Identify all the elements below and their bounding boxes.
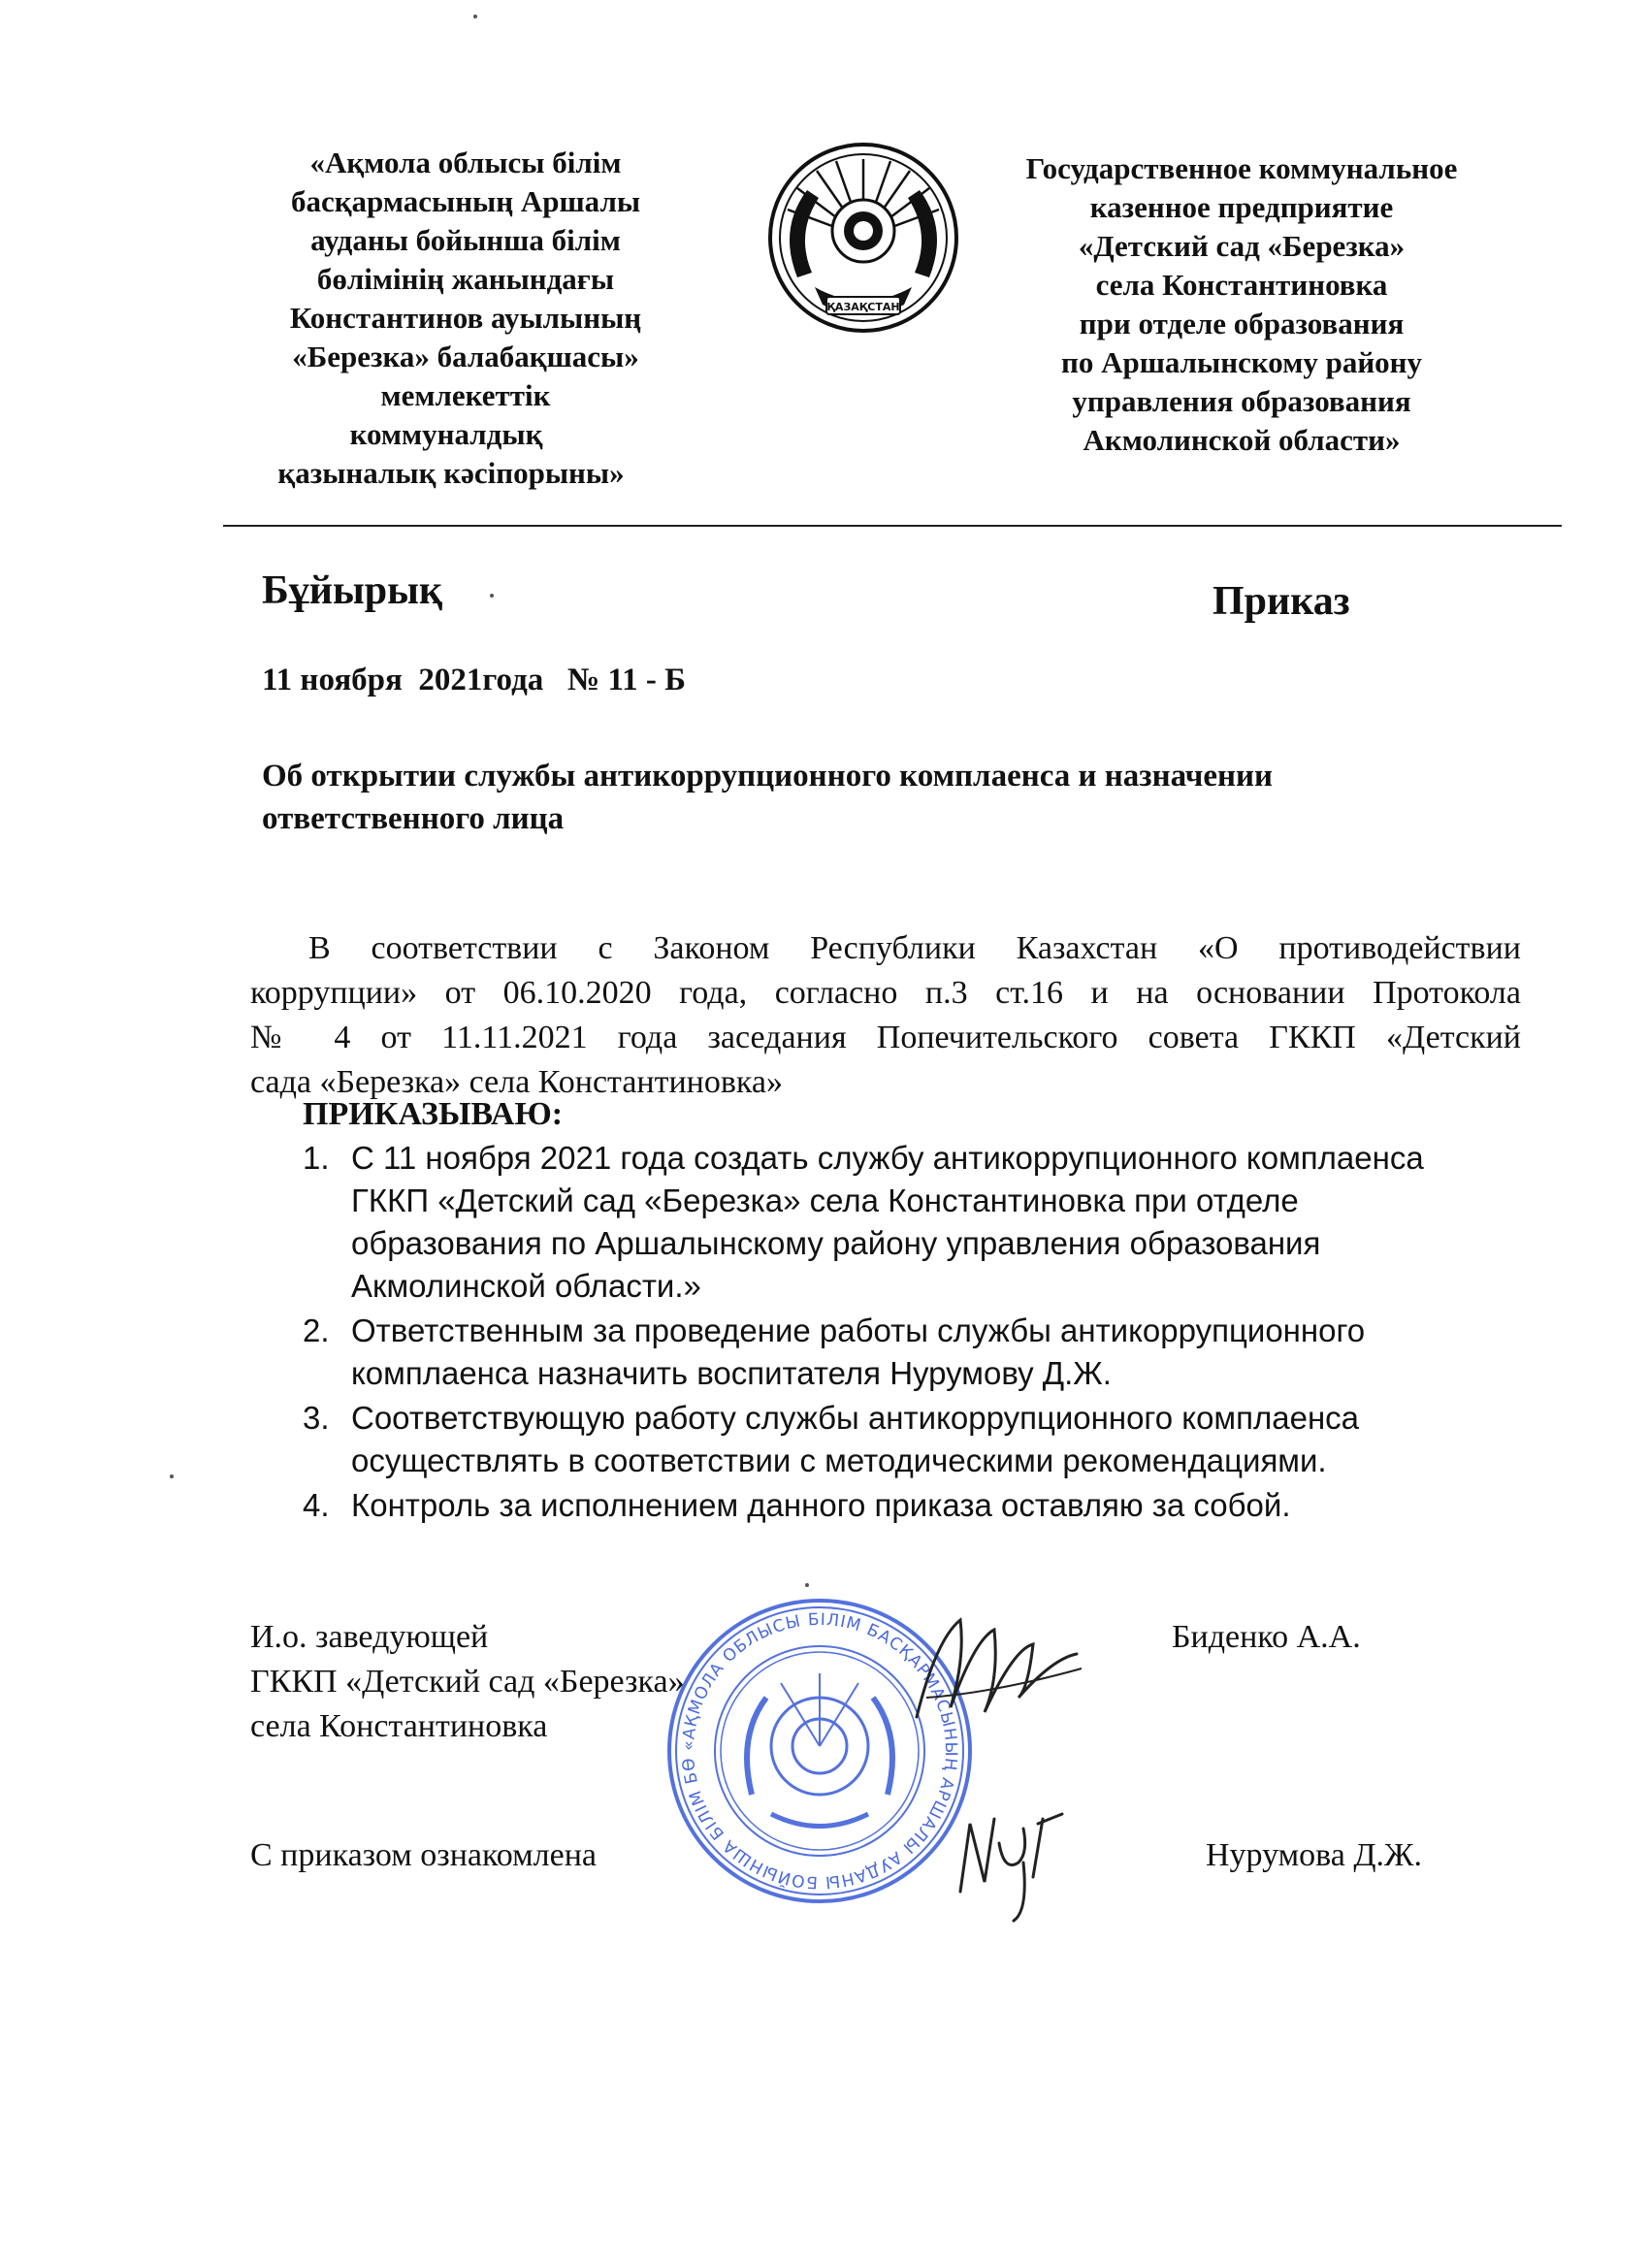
header-left-kz	[242, 144, 689, 493]
list-item-line: Акмолинской области.»	[351, 1268, 701, 1304]
preamble-line: В соответствии с Законом Республики Казахстан «О противодействии	[308, 930, 1521, 966]
subject-line: ответственного лица	[262, 801, 565, 836]
orders-list	[303, 1137, 1544, 1529]
list-item-number: 1.	[303, 1140, 330, 1176]
header-right-line: села Константиновка	[1095, 268, 1388, 302]
header-divider	[223, 525, 1562, 527]
header-left-line: «Ақмола облысы білім	[309, 146, 622, 179]
header-left-line: Константинов ауылының	[289, 301, 642, 335]
signer-role	[250, 1615, 685, 1749]
scan-speck	[805, 1583, 809, 1587]
header-left-line: бөлімінің жанындағы	[316, 262, 615, 296]
scan-speck	[490, 594, 494, 598]
list-item-line: С 11 ноября 2021 года создать службу антикоррупционного комплаенса	[351, 1140, 1424, 1176]
signature-nurumova	[946, 1785, 1072, 1930]
list-item	[303, 1137, 1544, 1308]
scan-speck	[170, 1474, 174, 1478]
list-item-line: Контроль за исполнением данного приказа оставляю за собой.	[351, 1487, 1291, 1523]
preamble	[250, 926, 1521, 1105]
header-right-line: Государственное коммунальное	[1025, 151, 1458, 185]
header-right-line: при отделе образования	[1079, 307, 1405, 340]
preamble-line: № 4 от 11.11.2021 года заседания Попечительского совета ГККП «Детский	[250, 1020, 1521, 1055]
list-item-number: 3.	[303, 1400, 330, 1436]
list-item	[303, 1397, 1544, 1482]
header-left-line: қазыналық кәсіпорыны»	[277, 456, 625, 490]
preamble-line: коррупции» от 06.10.2020 года, согласно п.3 ст.16 и на основании Протокола	[250, 975, 1521, 1011]
signer-name: Биденко А.А.	[1172, 1619, 1361, 1655]
header-left-line: коммуналдық	[349, 417, 543, 451]
order-date-number: 11 ноября 2021года № 11 - Б	[262, 663, 686, 697]
list-item-number: 4.	[303, 1487, 330, 1523]
state-emblem	[759, 142, 968, 334]
acknowledged-name: Нурумова Д.Ж.	[1206, 1837, 1423, 1873]
header-right-line: по Аршалынскому району	[1060, 345, 1423, 379]
stamp-text: «АҚМОЛА ОБЛЫСЫ БІЛІМ БАСҚАРМАСЫНЫҢ АРШАЛЫ АУДАНЫ БОЙЫНША БІЛІМ БӨ	[678, 1609, 961, 1893]
header-right-ru	[980, 149, 1504, 460]
list-item-line: образования по Аршалынскому району управления образования	[351, 1225, 1321, 1261]
list-item-line: ГККП «Детский сад «Березка» села Константиновка при отделе	[351, 1183, 1299, 1218]
list-item	[303, 1310, 1544, 1395]
acknowledgement-label: С приказом ознакомлена	[250, 1837, 597, 1873]
preamble-line: сада «Березка» села Константиновка»	[250, 1064, 784, 1100]
header-left-line: басқармасының Аршалы	[290, 184, 641, 218]
list-item	[303, 1484, 1544, 1527]
order-subject	[262, 755, 1523, 840]
scan-speck	[473, 15, 477, 18]
handwritten-signature-icon	[907, 1601, 1091, 1736]
signer-role-line: И.о. заведующей	[250, 1619, 489, 1655]
header-right-line: Акмолинской области»	[1083, 423, 1401, 457]
header-left-line: ауданы бойынша білім	[310, 223, 621, 257]
title-ru: Приказ	[1212, 579, 1350, 624]
list-item-line: комплаенса назначить воспитателя Нурумову Д.Ж.	[351, 1355, 1112, 1391]
list-item-line: Ответственным за проведение работы службы антикоррупционного	[351, 1312, 1366, 1348]
handwritten-signature-icon	[946, 1785, 1072, 1930]
header-right-line: казенное предприятие	[1089, 190, 1394, 224]
emblem-icon	[759, 142, 968, 334]
list-item-line: осуществлять в соответствии с методическими рекомендациями.	[351, 1442, 1327, 1478]
header-right-line: «Детский сад «Березка»	[1078, 229, 1406, 263]
orders-heading: ПРИКАЗЫВАЮ:	[303, 1096, 564, 1132]
signer-role-line: села Константиновка	[250, 1708, 548, 1744]
subject-line: Об открытии службы антикоррупционного комплаенса и назначении	[262, 759, 1274, 794]
title-kz: Бұйырық	[262, 568, 443, 613]
emblem-text: ҚАЗАҚСТАН	[826, 301, 900, 313]
header-left-line: мемлекеттік	[380, 378, 551, 412]
list-item-number: 2.	[303, 1312, 330, 1348]
list-item-line: Соответствующую работу службы антикоррупционного комплаенса	[351, 1400, 1360, 1436]
signature-bidenko	[907, 1601, 1091, 1736]
header-right-line: управления образования	[1072, 384, 1411, 418]
header-left-line: «Березка» балабақшасы»	[292, 340, 639, 373]
signer-role-line: ГККП «Детский сад «Березка»	[250, 1664, 685, 1700]
